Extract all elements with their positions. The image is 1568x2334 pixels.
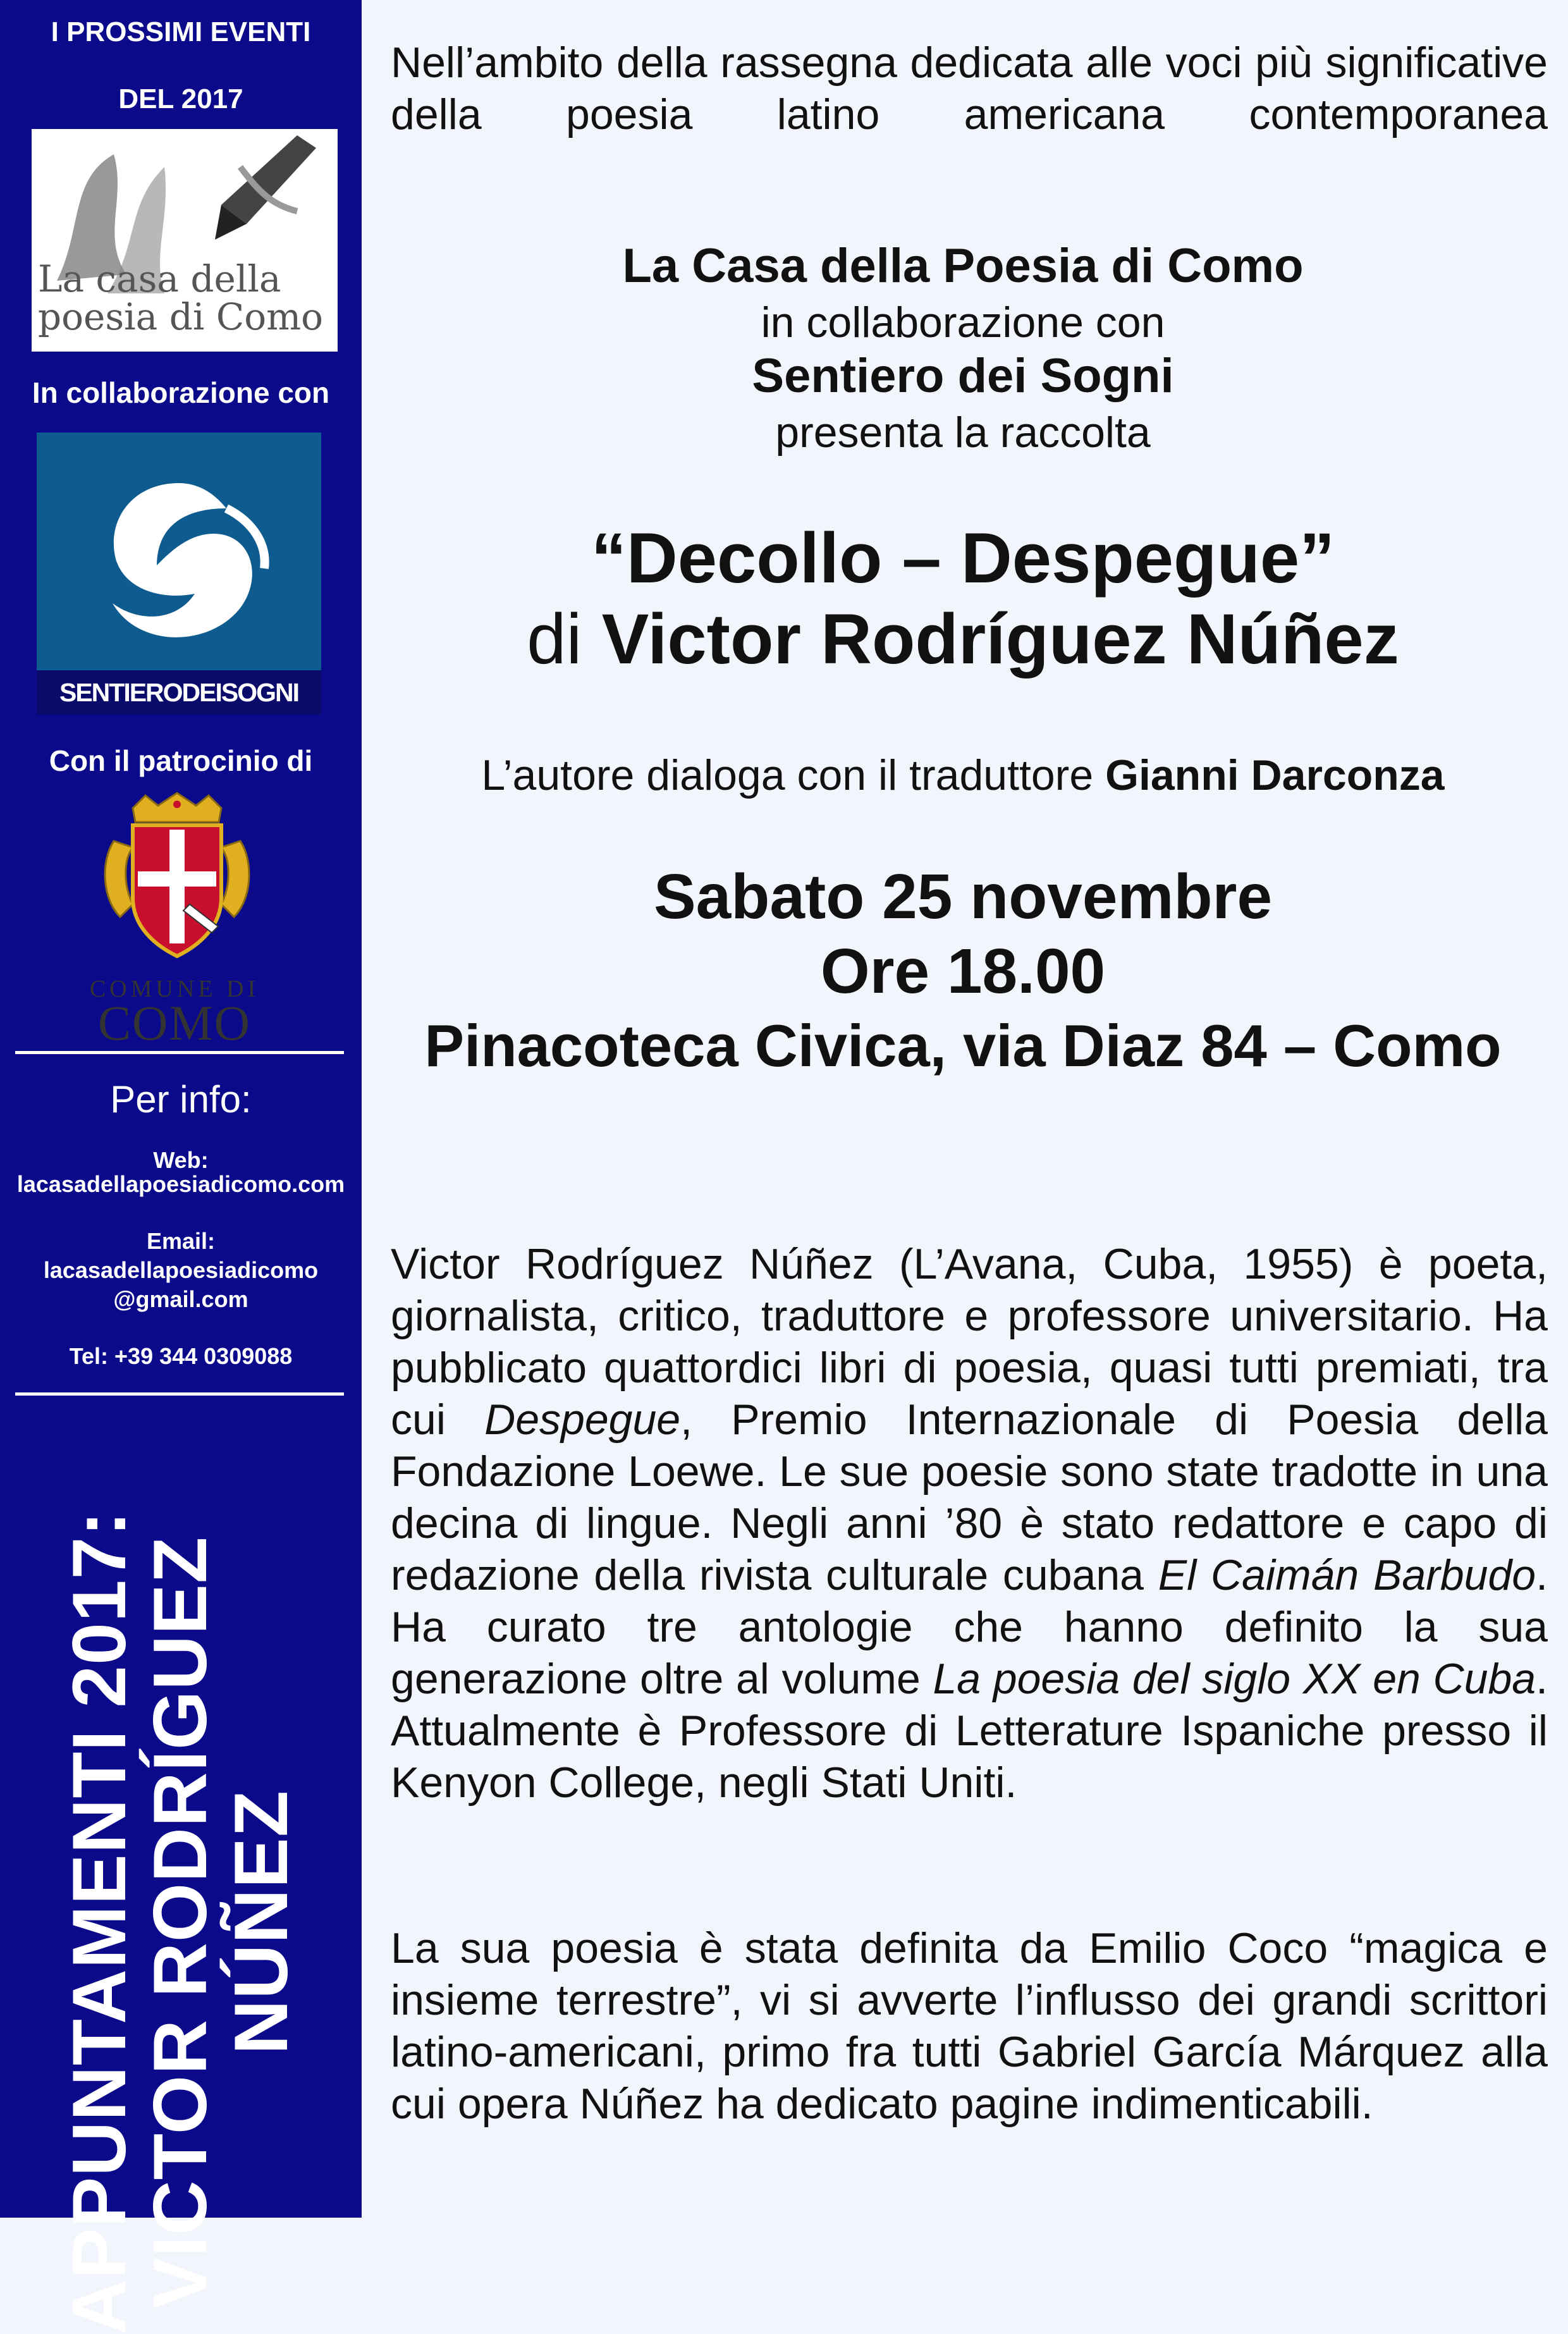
bio-text-2: , Premio Internazionale di Poesia della Fondazione Loewe. Le sue poesie sono state tradotte in una decina di lingue. Negli anni ’80 è stato redattore e capo di redazione della rivista culturale cubana <box>391 1396 1548 1599</box>
bio-paragraph <box>391 1238 1548 1809</box>
dialog-prefix: L’autore dialoga con il traduttore <box>481 751 1094 799</box>
author-line <box>391 598 1535 680</box>
email-label: Email: <box>146 1228 216 1254</box>
comune-line2: COMO <box>97 995 252 1050</box>
casa-della-poesia-logo <box>32 129 338 352</box>
web-label: Web: <box>153 1147 209 1173</box>
bio-italic-volume: La poesia del siglo XX en Cuba <box>933 1655 1536 1703</box>
email-link-line2[interactable]: @gmail.com <box>113 1286 248 1312</box>
vertical-line1: APPUNTAMENTI 2017: <box>57 1510 142 2334</box>
comune-di-como-logo <box>0 976 349 1050</box>
bio-text-1: Victor Rodríguez Núñez (L’Avana, Cuba, 1955) è poeta, giornalista, critico, traduttore e professore universitario. Ha pubblicato quattordici libri di poesia, quasi tutti premiati, tra cui <box>391 1240 1548 1444</box>
vertical-line3: NÚÑEZ <box>219 1790 303 2055</box>
patrocinio-label: Con il patrocinio di <box>49 744 313 777</box>
book-title: “Decollo – Despegue” <box>591 519 1335 598</box>
by-prefix: di <box>527 599 582 679</box>
bio-italic-despegue: Despegue <box>484 1396 681 1444</box>
logo-casa-line1: La casa della <box>38 257 281 300</box>
comune-di-como-crest-icon <box>95 790 259 964</box>
event-venue: Pinacoteca Civica, via Diaz 84 – Como <box>424 1012 1502 1079</box>
intro-paragraph: Nell’ambito della rassegna dedicata alle voci più significative della poesia latino americana contemporanea <box>391 39 1548 138</box>
event-date: Sabato 25 novembre <box>653 861 1273 932</box>
partner-name: Sentiero dei Sogni <box>752 349 1174 403</box>
sidebar-divider-top <box>15 1051 344 1054</box>
event-time: Ore 18.00 <box>820 936 1106 1007</box>
info-title: Per info: <box>110 1078 252 1121</box>
comune-line1: COMUNE DI <box>89 976 260 1002</box>
organizer-name: La Casa della Poesia di Como <box>622 239 1304 293</box>
sentiero-logo-text: SENTIERODEISOGNI <box>37 670 321 715</box>
dialog-line <box>391 749 1535 802</box>
bio-text-3: . Ha curato tre antologie che hanno definito la sua generazione oltre al volume <box>391 1551 1548 1703</box>
translator-name: Gianni Darconza <box>1105 751 1445 799</box>
author-name: Victor Rodríguez Núñez <box>601 599 1399 679</box>
bio-text-4: . Attualmente è Professore di Letterature Ispaniche presso il Kenyon College, negli Stati Uniti. <box>391 1655 1548 1807</box>
sidebar-divider-bottom <box>15 1392 344 1396</box>
closing-paragraph: La sua poesia è stata definita da Emilio Coco “magica e insieme terrestre”, vi si avverte l’influsso dei grandi scrittori latino-americani, primo fra tutti Gabriel García Márquez alla cui opera Núñez ha dedicato pagine indimenticabili. <box>391 1924 1548 2128</box>
web-link[interactable]: lacasadellapoesiadicomo.com <box>16 1171 345 1197</box>
collab-label: In collaborazione con <box>32 376 330 409</box>
events-heading-line1: I PROSSIMI EVENTI <box>51 16 311 47</box>
email-link-line1[interactable]: lacasadellapoesiadicomo <box>43 1257 319 1283</box>
logo-casa-line2: poesia di Como <box>38 295 324 338</box>
bio-italic-caiman: El Caimán Barbudo <box>1158 1551 1536 1599</box>
sentiero-dei-sogni-logo <box>37 433 321 715</box>
vertical-series-title <box>59 1511 302 2334</box>
swirl-logo-icon <box>37 433 321 670</box>
sidebar <box>0 0 362 2334</box>
telephone: Tel: +39 344 0309088 <box>69 1343 293 1369</box>
events-heading-line2: DEL 2017 <box>118 83 243 114</box>
presents-text: presenta la raccolta <box>775 408 1151 457</box>
vertical-line2: VICTOR RODRÍGUEZ <box>138 1536 223 2309</box>
collaboration-text: in collaborazione con <box>761 298 1165 347</box>
